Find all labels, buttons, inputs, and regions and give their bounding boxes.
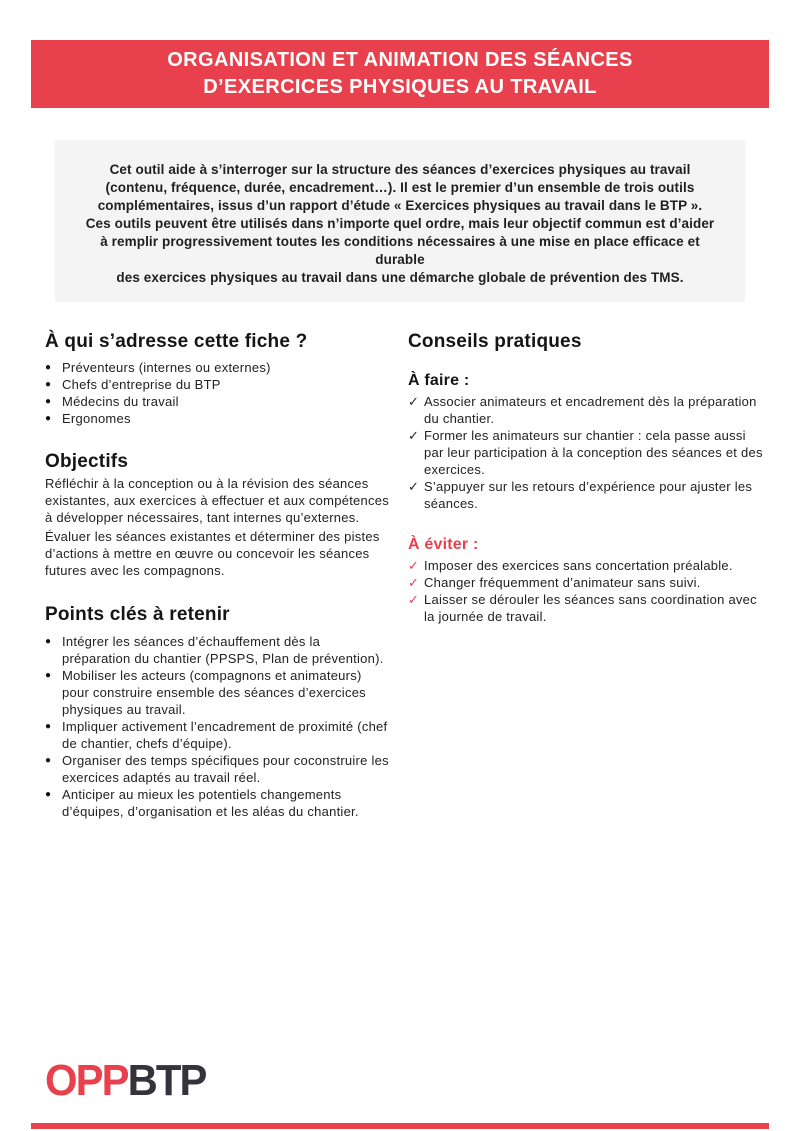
bullet-icon: ● (45, 721, 52, 732)
list-item-label: Impliquer activement l’encadrement de proximité (chef de chantier, chefs d’équipe). (62, 719, 388, 751)
list-item-label: Médecins du travail (62, 394, 179, 409)
list-item (45, 786, 392, 820)
avoid-title: À éviter : (408, 536, 479, 553)
check-icon: ✓ (408, 558, 420, 573)
bullet-icon: ● (45, 670, 52, 681)
key-points-list (45, 633, 392, 820)
todo-title: À faire : (408, 372, 470, 389)
bottom-red-bar (31, 1123, 769, 1129)
avoid-subsection (408, 536, 766, 625)
header-title-line1: ORGANISATION ET ANIMATION DES SÉANCES (167, 49, 633, 71)
objectives-paragraph: Réfléchir à la conception ou à la révision des séances existantes, aux exercices à effectuer et aux compétences à développer nécessaires, tant internes qu’externes. (45, 476, 389, 525)
list-item-label: S’appuyer sur les retours d’expérience pour ajuster les séances. (424, 479, 753, 511)
todo-list (408, 393, 766, 512)
bullet-icon: ● (45, 789, 52, 800)
list-item (45, 633, 392, 667)
advice-title: Conseils pratiques (408, 331, 582, 352)
list-item (45, 376, 392, 393)
check-icon: ✓ (408, 479, 420, 494)
list-item-label: Chefs d’entreprise du BTP (62, 377, 221, 392)
intro-line: à remplir progressivement toutes les conditions nécessaires à une mise en place efficace et durable (100, 234, 700, 267)
list-item-label: Laisser se dérouler les séances sans coordination avec la journée de travail. (424, 592, 757, 624)
section-key-points (45, 604, 392, 820)
bullet-icon: ● (45, 379, 52, 390)
list-item (45, 359, 392, 376)
check-icon: ✓ (408, 592, 420, 607)
list-item (408, 393, 766, 427)
objectives-paragraph: Évaluer les séances existantes et déterminer des pistes d’actions à mettre en œuvre ou concevoir les séances futures avec les compagnons. (45, 529, 380, 578)
list-item-label: Mobiliser les acteurs (compagnons et animateurs) pour construire ensemble des séances d’exercices physiques au travail. (62, 668, 366, 717)
bullet-icon: ● (45, 636, 52, 647)
check-icon: ✓ (408, 394, 420, 409)
list-item (408, 591, 766, 625)
list-item-label: Associer animateurs et encadrement dès la préparation du chantier. (424, 394, 757, 426)
list-item (408, 557, 766, 574)
check-icon: ✓ (408, 575, 420, 590)
key-points-title: Points clés à retenir (45, 604, 230, 625)
bullet-icon: ● (45, 755, 52, 766)
section-audience (45, 331, 392, 427)
check-icon: ✓ (408, 428, 420, 443)
list-item (408, 478, 766, 512)
list-item (45, 410, 392, 427)
list-item (408, 427, 766, 478)
bullet-icon: ● (45, 362, 52, 373)
intro-line: des exercices physiques au travail dans une démarche globale de prévention des TMS. (116, 270, 684, 285)
list-item-label: Former les animateurs sur chantier : cela passe aussi par leur participation à la conception des séances et des exercices. (424, 428, 763, 477)
list-item-label: Changer fréquemment d’animateur sans suivi. (424, 575, 701, 590)
list-item-label: Imposer des exercices sans concertation préalable. (424, 558, 733, 573)
avoid-list (408, 557, 766, 625)
list-item (45, 393, 392, 410)
intro-box (55, 140, 745, 302)
header-title-line2: D’EXERCICES PHYSIQUES AU TRAVAIL (203, 76, 597, 98)
intro-line: Ces outils peuvent être utilisés dans n’importe quel ordre, mais leur objectif commun est d’aider (85, 216, 715, 231)
list-item-label: Organiser des temps spécifiques pour coconstruire les exercices adaptés au travail réel. (62, 753, 389, 785)
objectives-title: Objectifs (45, 451, 129, 472)
right-column (408, 331, 766, 625)
intro-line: Cet outil aide à s’interroger sur la structure des séances d’exercices physiques au travail (109, 162, 691, 177)
section-advice (408, 331, 766, 625)
list-item (45, 667, 392, 718)
list-item-label: Ergonomes (62, 411, 131, 426)
list-item (45, 752, 392, 786)
todo-subsection (408, 372, 766, 512)
logo-opp: OPP (45, 1056, 128, 1105)
logo-btp: BTP (127, 1056, 206, 1105)
bullet-icon: ● (45, 413, 52, 424)
list-item (45, 718, 392, 752)
bullet-icon: ● (45, 396, 52, 407)
intro-line: (contenu, fréquence, durée, encadrement…). Il est le premier d’un ensemble de trois outils (105, 180, 695, 195)
section-objectives (45, 451, 392, 579)
left-column (45, 331, 392, 820)
oppbtp-logo (45, 1056, 205, 1106)
intro-line: complémentaires, issus d’un rapport d’étude « Exercices physiques au travail dans le BTP ». (97, 198, 703, 213)
audience-list (45, 359, 392, 427)
list-item-label: Intégrer les séances d’échauffement dès la préparation du chantier (PPSPS, Plan de prévention). (62, 634, 384, 666)
header-banner (31, 40, 769, 108)
list-item-label: Préventeurs (internes ou externes) (62, 360, 271, 375)
audience-title: À qui s’adresse cette fiche ? (45, 331, 308, 352)
list-item-label: Anticiper au mieux les potentiels changements d’équipes, d’organisation et les aléas du chantier. (62, 787, 359, 819)
list-item (408, 574, 766, 591)
